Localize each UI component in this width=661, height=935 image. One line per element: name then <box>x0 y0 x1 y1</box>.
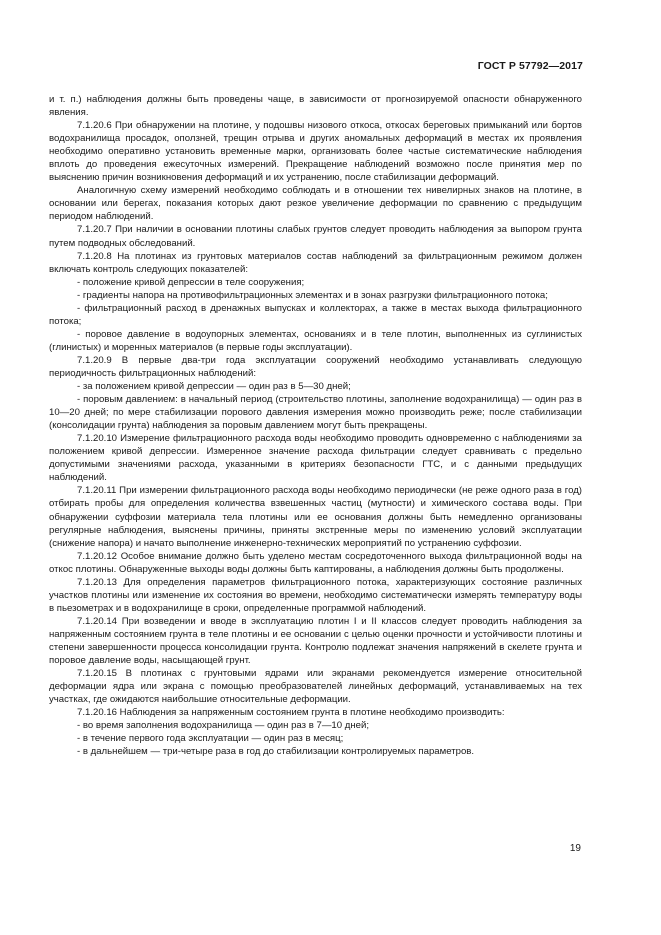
paragraph: Аналогичную схему измерений необходимо соблюдать и в отношении тех нивелирных знаков на плотине, в основании или берегах, показания которых дают резкое увеличение деформации по сравнению с предыдущим периодом наблюдений. <box>49 185 582 223</box>
list-item: - за положением кривой депрессии — один раз в 5—30 дней; <box>77 381 351 393</box>
list-item: - во время заполнения водохранилища — один раз в 7—10 дней; <box>77 720 370 732</box>
paragraph: 7.1.20.7 При наличии в основании плотины слабых грунтов следует проводить наблюдения за выпором грунта путем подводных обследований. <box>49 224 582 249</box>
list-item: - градиенты напора на противофильтрационных элементах и в зонах разгрузки фильтрационного потока; <box>77 289 548 301</box>
list-item: - фильтрационный расход в дренажных выпусках и коллекторах, а также в местах выхода фильтрационного потока; <box>49 302 582 327</box>
paragraph: 7.1.20.15 В плотинах с грунтовыми ядрами или экранами рекомендуется измерение относительной деформации ядра или экрана с помощью преобразователей линейных деформаций, устанавливаемых на тех участках, где ожидаются наибольшие относительные деформации. <box>49 668 582 706</box>
standard-header: ГОСТ Р 57792—2017 <box>477 60 583 72</box>
paragraph: 7.1.20.6 При обнаружении на плотине, у подошвы низового откоса, откосах береговых примыканий или бортов водохранилища просадок, оползней, трещин отрыва и других аномальных деформаций в местах их проявления необходимо оперативно установить временные марки, организовать более частые систематические наблюдения вплоть до проведения ежесуточных измерений. Прекращение наблюдений возможно после принятия мер по выяснению причин возникновения деформаций и их устранению, после стабилизации деформаций. <box>49 120 582 184</box>
list-item: - поровым давлением: в начальный период (строительство плотины, заполнение водохранилища) — один раз в 10—20 дней; по мере стабилизации порового давления измерения можно производить реже; после стабилизации (консолидации грунта) наблюдения за поровым давлением могут быть прекращены. <box>49 394 582 432</box>
paragraph: 7.1.20.13 Для определения параметров фильтрационного потока, характеризующих состояние различных участков плотины или изменение их состояния во времени, необходимо систематически измерять температуру воды в пьезометрах и в водохранилище в сроки, определенные программой наблюдений. <box>49 576 582 614</box>
list-item: - в течение первого года эксплуатации — один раз в месяц; <box>77 733 344 745</box>
paragraph: 7.1.20.10 Измерение фильтрационного расхода воды необходимо проводить одновременно с наблюдениями за положением кривой депрессии. Измеренное значение расхода фильтрации следует сравнивать с предельно допустимыми значениями расхода, указанными в критериях безопасности ГТС, и с данными предыдущих наблюдений. <box>49 433 582 484</box>
paragraph: и т. п.) наблюдения должны быть проведены чаще, в зависимости от прогнозируемой опасности обнаруженного явления. <box>49 94 582 119</box>
page-number: 19 <box>569 843 581 854</box>
paragraph: 7.1.20.9 В первые два-три года эксплуатации сооружений необходимо устанавливать следующую периодичность фильтрационных наблюдений: <box>49 354 582 379</box>
paragraph: 7.1.20.16 Наблюдения за напряженным состоянием грунта в плотине необходимо производить: <box>77 707 505 719</box>
document-body <box>49 93 582 758</box>
paragraph: 7.1.20.8 На плотинах из грунтовых материалов состав наблюдений за фильтрационным режимом должен включать контроль следующих показателей: <box>49 250 582 275</box>
list-item: - поровое давление в водоупорных элементах, основаниях и в теле плотин, выполненных из суглинистых (глинистых) и моренных материалов (в первые годы эксплуатации). <box>49 328 582 353</box>
list-item: - в дальнейшем — три-четыре раза в год до стабилизации контролируемых параметров. <box>77 746 475 758</box>
paragraph: 7.1.20.12 Особое внимание должно быть уделено местам сосредоточенного выхода фильтрационной воды на откос плотины. Обнаруженные выходы воды должны быть каптированы, а наблюдения должны быть продолжены. <box>49 550 582 575</box>
list-item: - положение кривой депрессии в теле сооружения; <box>77 276 305 288</box>
paragraph: 7.1.20.14 При возведении и вводе в эксплуатацию плотин I и II классов следует проводить наблюдения за напряженным состоянием грунта в теле плотины и ее основании с целью оценки прочности и устойчивости плотины и степени завершенности процесса консолидации грунта. Контролю подлежат значения напряжений в скелете грунта и поровое давление воды, насыщающей грунт. <box>49 615 582 667</box>
paragraph: 7.1.20.11 При измерении фильтрационного расхода воды необходимо периодически (не реже одного раза в год) отбирать пробы для определения количества взвешенных частиц (мутности) и химического состава воды. При обнаружении суффозии материала тела плотины или ее основания должны быть немедленно организованы регулярные наблюдения, выяснены причины, приняты экстренные меры по изменению условий эксплуатации (снижение напора) и начато выполнение инженерно-технических мероприятий по устранению суффозии. <box>49 485 582 549</box>
